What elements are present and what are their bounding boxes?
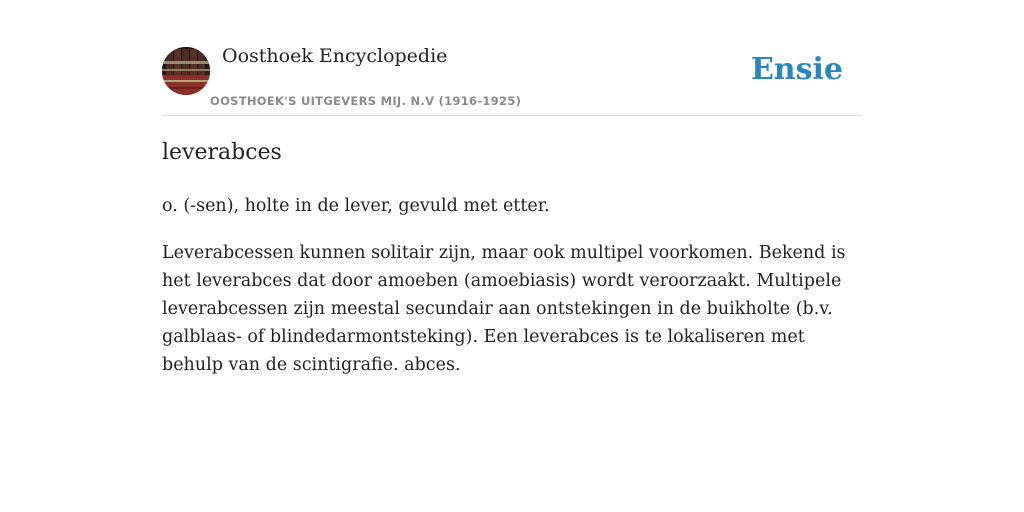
entry-paragraph: o. (-sen), holte in de lever, gevuld met etter.	[162, 196, 550, 216]
source-header	[162, 0, 862, 116]
entry-paragraph: Leverabcessen kunnen solitair zijn, maar ook multipel voorkomen. Bekend is het leverabces dat door amoeben (amoebiasis) wordt veroorzaakt. Multipele leverabcessen zijn meestal secundair aan ontstekingen in de buikholte (b.v. galblaas- of blindedarmontsteking). Een leverabces is te lokaliseren met behulp van de scintigrafie. abces.	[162, 243, 846, 375]
entry-title: leverabces	[162, 140, 282, 165]
content-container	[162, 0, 862, 375]
brand-logo-link[interactable]: Ensie	[750, 52, 843, 87]
book-spines-icon	[162, 47, 210, 95]
source-avatar[interactable]	[162, 47, 210, 95]
source-title[interactable]: Oosthoek Encyclopedie	[222, 45, 448, 67]
source-subtitle: OOSTHOEK'S UITGEVERS MIJ. N.V (1916-1925)	[210, 94, 522, 108]
